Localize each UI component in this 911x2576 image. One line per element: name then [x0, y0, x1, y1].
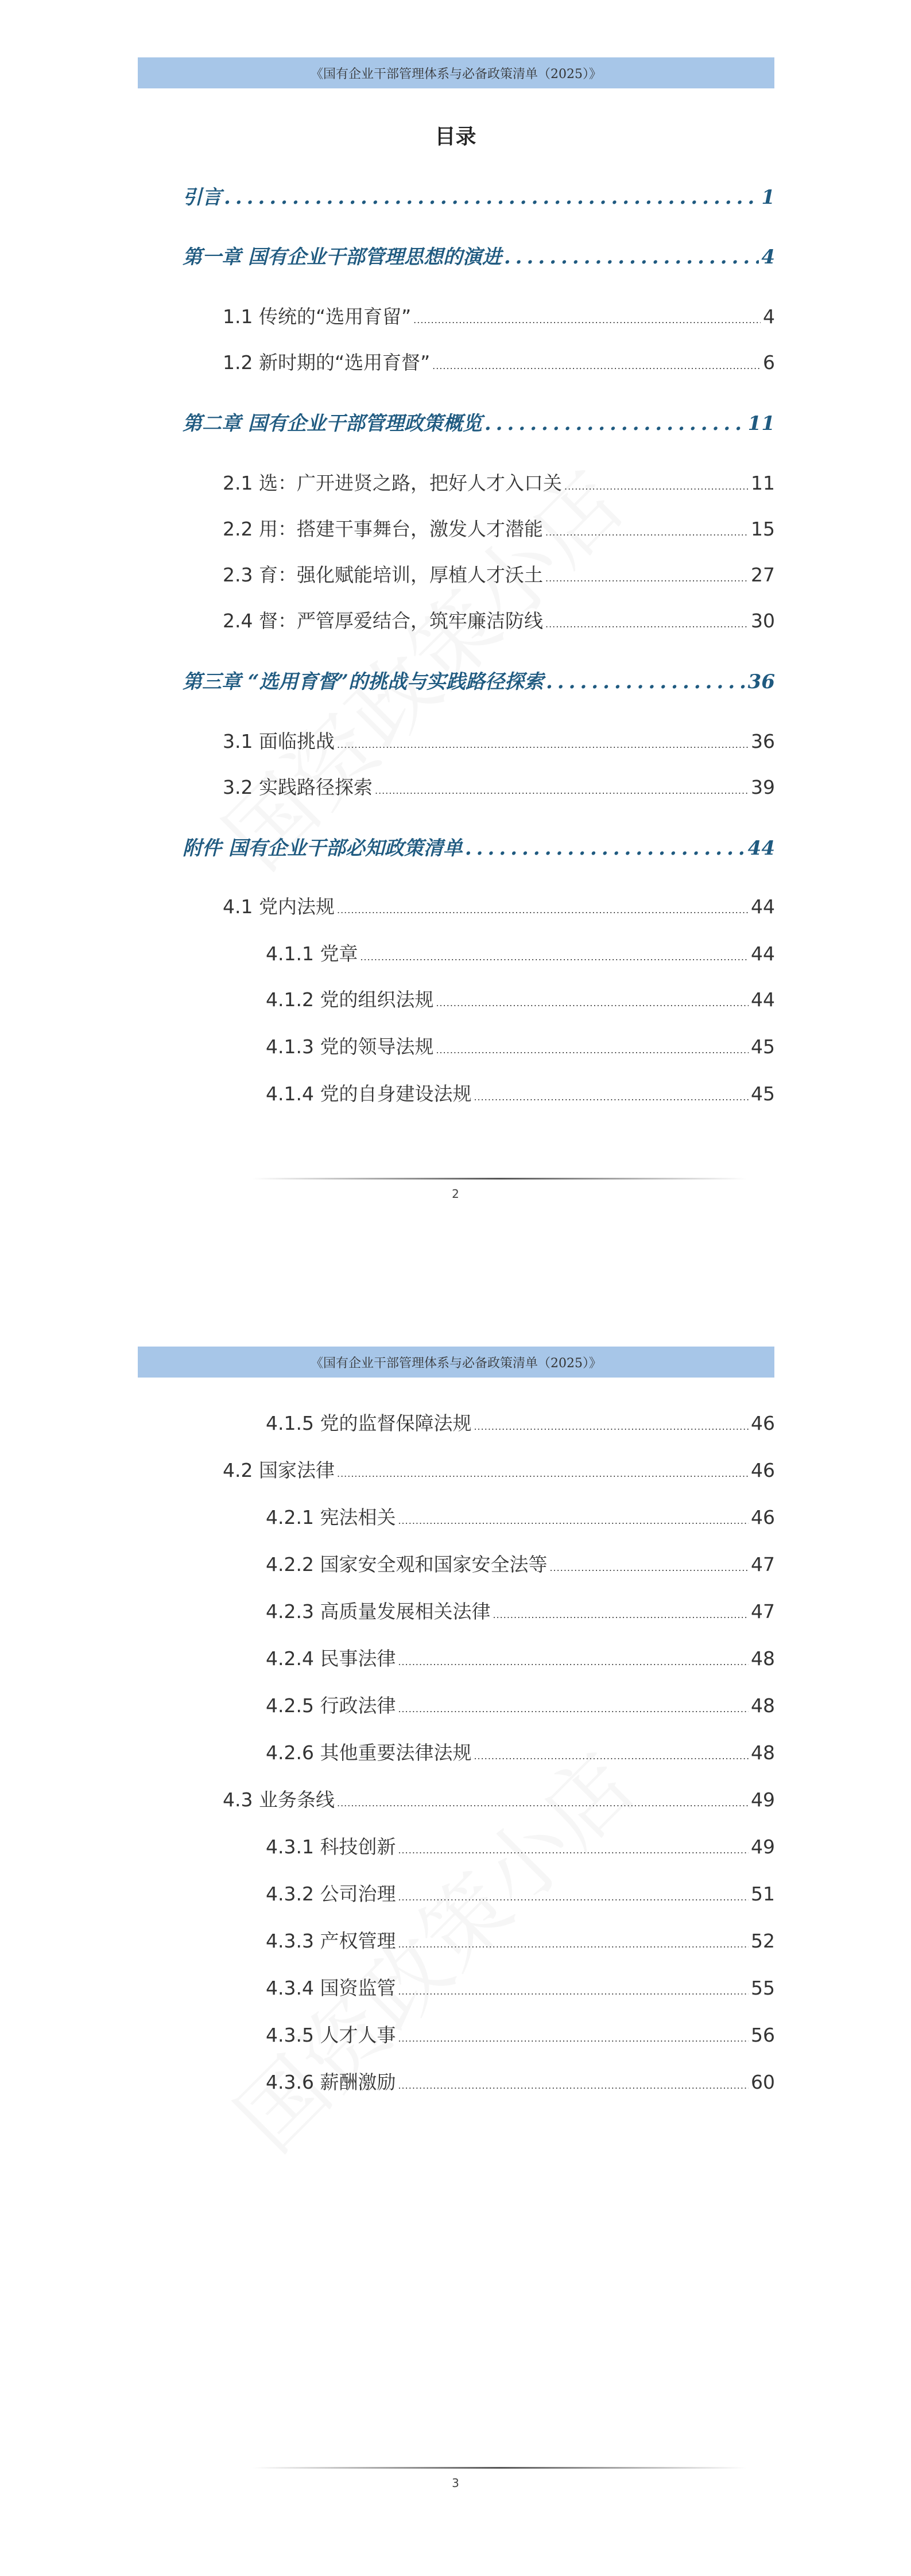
- toc-entry-label: 3.2 实践路径探索: [223, 776, 373, 798]
- toc-entry-page: 48: [751, 1741, 775, 1764]
- toc-entry-label: 第一章 国有企业干部管理思想的演进: [183, 246, 502, 269]
- toc-entry-label: 4.3.5 人才人事: [266, 2024, 396, 2046]
- toc-entry-label: 4.3 业务条线: [223, 1789, 335, 1811]
- toc-entry-section-4-1-2[interactable]: [266, 985, 775, 1012]
- toc-entry-section-2-2[interactable]: [223, 514, 775, 541]
- toc-entry-label: 1.2 新时期的“选用育督”: [223, 351, 431, 374]
- toc-entry-label: 4.1.5 党的监督保障法规: [266, 1412, 472, 1434]
- toc-entry-page: 45: [751, 1035, 775, 1058]
- toc-entry-section-4-3-3[interactable]: [266, 1926, 775, 1953]
- toc-entry-section-4-3-1[interactable]: [266, 1832, 775, 1859]
- toc-entry-section-4-3-5[interactable]: [266, 2020, 775, 2047]
- toc-entry-page: 47: [751, 1553, 775, 1576]
- toc-entry-label: 4.2.4 民事法律: [266, 1647, 396, 1670]
- toc-entry-section-4-2-3[interactable]: [266, 1597, 775, 1624]
- toc-entry-label: 引言: [183, 186, 222, 209]
- toc-entry-page: 27: [751, 564, 775, 586]
- toc-entry-label: 4.1 党内法规: [223, 895, 335, 918]
- toc-entry-section-2-4[interactable]: [223, 606, 775, 633]
- toc-entry-section-3-2[interactable]: [223, 773, 775, 800]
- toc-entry-label: 2.2 用：搭建干事舞台，激发人才潜能: [223, 518, 543, 540]
- toc-entry-section-1-2[interactable]: [223, 348, 775, 375]
- footer-divider: [253, 1178, 746, 1180]
- toc-entry-label: 4.2.1 宪法相关: [266, 1506, 396, 1528]
- toc-entry-page: 44: [747, 837, 775, 860]
- toc-entry-page: 52: [751, 1930, 775, 1952]
- toc-entry-section-4-1-4[interactable]: [266, 1079, 775, 1106]
- running-header: [138, 1347, 774, 1378]
- toc-entry-label: 第三章 “选用育督”的挑战与实践路径探索: [183, 670, 544, 693]
- toc-entry-label: 4.3.2 公司治理: [266, 1883, 396, 1905]
- running-header-text: 《国有企业干部管理体系与必备政策清单（2025）》: [311, 67, 602, 82]
- toc-entry-section-2-3[interactable]: [223, 560, 775, 587]
- toc-entry-page: 30: [751, 610, 775, 632]
- toc-entry-page: 46: [751, 1459, 775, 1481]
- toc-entry-page: 46: [751, 1506, 775, 1528]
- toc-entry-page: 46: [751, 1412, 775, 1434]
- toc-entry-section-4-2-2[interactable]: [266, 1550, 775, 1577]
- toc-entry-section-4-1-1[interactable]: [266, 939, 775, 966]
- toc-entry-label: 4.2.3 高质量发展相关法律: [266, 1600, 491, 1623]
- toc-entry-page: 39: [751, 776, 775, 798]
- running-header: [138, 57, 774, 88]
- toc-entry-page: 48: [751, 1647, 775, 1670]
- toc-entry-page: 36: [751, 730, 775, 752]
- watermark: [192, 438, 645, 891]
- toc-entry-page: 6: [763, 351, 775, 374]
- toc-entry-page: 56: [751, 2024, 775, 2046]
- toc-entry-page: 4: [763, 305, 775, 328]
- toc-entry-label: 附件 国有企业干部必知政策清单: [183, 837, 463, 860]
- toc-entry-page: 36: [747, 670, 775, 693]
- toc-entry-section-2-1[interactable]: [223, 468, 775, 495]
- toc-entry-page: 1: [761, 186, 775, 209]
- toc-entry-label: 4.2.6 其他重要法律法规: [266, 1741, 472, 1764]
- toc-entry-label: 4.1.1 党章: [266, 942, 358, 965]
- toc-entry-chapter-1[interactable]: [183, 241, 775, 269]
- toc-entry-section-4-3-6[interactable]: [266, 2067, 775, 2094]
- toc-entry-label: 2.4 督：严管厚爱结合，筑牢廉洁防线: [223, 610, 543, 632]
- toc-entry-page: 47: [751, 1600, 775, 1623]
- document-page-2: [0, 1288, 911, 2576]
- toc-entry-label: 4.2.5 行政法律: [266, 1694, 396, 1717]
- toc-entry-page: 4: [761, 246, 775, 269]
- toc-title: 目录: [435, 125, 476, 149]
- toc-entry-page: 55: [751, 1977, 775, 1999]
- toc-entry-chapter-2[interactable]: [183, 408, 775, 436]
- toc-entry-label: 4.1.2 党的组织法规: [266, 988, 434, 1011]
- page-number: 2: [452, 1187, 459, 1201]
- toc-entry-section-3-1[interactable]: [223, 727, 775, 754]
- toc-entry-page: 48: [751, 1694, 775, 1717]
- toc-entry-label: 4.3.6 薪酬激励: [266, 2071, 396, 2093]
- toc-entry-label: 1.1 传统的“选用育留”: [223, 305, 412, 328]
- toc-entry-section-4-3[interactable]: [223, 1785, 775, 1812]
- toc-entry-page: 51: [751, 1883, 775, 1905]
- toc-entry-label: 4.2.2 国家安全观和国家安全法等: [266, 1553, 548, 1576]
- toc-entry-page: 49: [751, 1789, 775, 1811]
- toc-entry-page: 44: [751, 942, 775, 965]
- toc-entry-section-4-3-2[interactable]: [266, 1879, 775, 1906]
- toc-entry-page: 44: [751, 895, 775, 918]
- toc-entry-section-4-2[interactable]: [223, 1456, 775, 1483]
- toc-entry-label: 第二章 国有企业干部管理政策概览: [183, 412, 482, 435]
- toc-entry-label: 3.1 面临挑战: [223, 730, 335, 752]
- toc-entry-section-4-2-6[interactable]: [266, 1738, 775, 1765]
- toc-entry-section-4-1[interactable]: [223, 892, 775, 919]
- toc-entry-section-1-1[interactable]: [223, 302, 775, 329]
- page-number: 3: [452, 2476, 459, 2490]
- toc-entry-section-4-1-3[interactable]: [266, 1032, 775, 1059]
- toc-entry-page: 11: [751, 472, 775, 494]
- toc-entry-chapter-3[interactable]: [183, 666, 775, 694]
- toc-entry-label: 4.1.3 党的领导法规: [266, 1035, 434, 1058]
- toc-entry-section-4-2-1[interactable]: [266, 1503, 775, 1530]
- toc-entry-section-4-3-4[interactable]: [266, 1973, 775, 2000]
- toc-entry-page: 15: [751, 518, 775, 540]
- toc-entry-label: 4.3.1 科技创新: [266, 1836, 396, 1858]
- toc-entry-page: 60: [751, 2071, 775, 2093]
- toc-entry-section-4-1-5[interactable]: [266, 1409, 775, 1436]
- toc-entry-label: 4.2 国家法律: [223, 1459, 335, 1481]
- toc-entry-page: 49: [751, 1836, 775, 1858]
- toc-entry-section-4-2-4[interactable]: [266, 1644, 775, 1671]
- toc-entry-page: 45: [751, 1083, 775, 1105]
- toc-entry-label: 4.1.4 党的自身建设法规: [266, 1083, 472, 1105]
- toc-entry-page: 44: [751, 988, 775, 1011]
- toc-entry-appendix[interactable]: [183, 832, 775, 860]
- toc-entry-label: 2.3 育：强化赋能培训，厚植人才沃土: [223, 564, 543, 586]
- footer-divider: [253, 2467, 746, 2469]
- toc-entry-intro[interactable]: [183, 181, 775, 210]
- toc-entry-section-4-2-5[interactable]: [266, 1691, 775, 1718]
- toc-entry-page: 11: [747, 412, 775, 435]
- toc-entry-label: 2.1 选：广开进贤之路，把好人才入口关: [223, 472, 562, 494]
- running-header-text: 《国有企业干部管理体系与必备政策清单（2025）》: [311, 1356, 602, 1371]
- toc-entry-label: 4.3.4 国资监管: [266, 1977, 396, 1999]
- toc-entry-label: 4.3.3 产权管理: [266, 1930, 396, 1952]
